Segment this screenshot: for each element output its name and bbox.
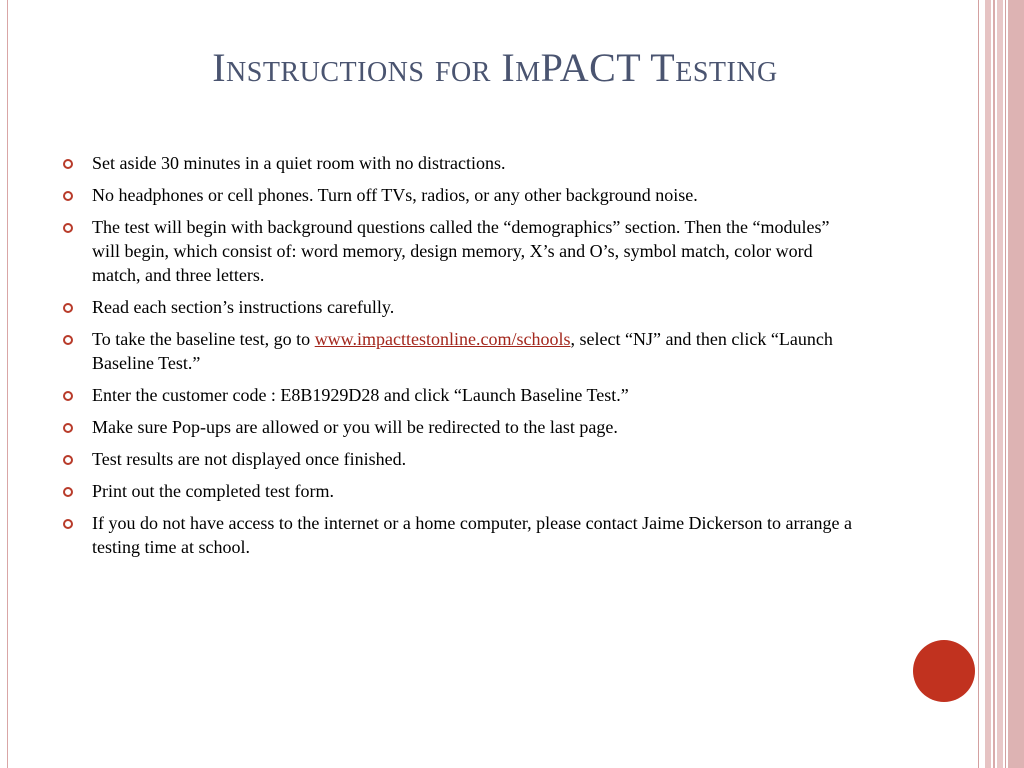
right-stripe xyxy=(978,0,979,768)
bullet-item xyxy=(60,383,860,407)
hollow-circle-bullet-icon xyxy=(63,159,73,169)
bullet-text: Set aside 30 minutes in a quiet room with no distractions. xyxy=(92,153,506,173)
impact-test-online-link[interactable]: www.impacttestonline.com/schools xyxy=(314,329,571,349)
hollow-circle-bullet-icon xyxy=(63,455,73,465)
hollow-circle-bullet-icon xyxy=(63,191,73,201)
red-circle-decoration xyxy=(913,640,975,702)
bullet-item xyxy=(60,151,860,175)
bullet-item xyxy=(60,215,860,287)
bullet-list xyxy=(60,151,860,567)
hollow-circle-bullet-icon xyxy=(63,335,73,345)
bullet-item xyxy=(60,183,860,207)
left-border-rule xyxy=(7,0,8,768)
right-stripe xyxy=(997,0,1003,768)
slide-title: Instructions for ImPACT Testing xyxy=(212,45,778,90)
hollow-circle-bullet-icon xyxy=(63,223,73,233)
bullet-item xyxy=(60,479,860,503)
bullet-item xyxy=(60,327,860,375)
bullet-text-before-link: To take the baseline test, go to xyxy=(92,329,315,349)
right-stripe xyxy=(1008,0,1024,768)
bullet-text: If you do not have access to the internet or a home computer, please contact Jaime Dickerson to arrange a testing time at school. xyxy=(92,513,852,557)
bullet-text: Enter the customer code : E8B1929D28 and click “Launch Baseline Test.” xyxy=(92,385,629,405)
right-stripe xyxy=(993,0,995,768)
bullet-item xyxy=(60,511,860,559)
right-stripe xyxy=(1005,0,1006,768)
bullet-text: Read each section’s instructions carefully. xyxy=(92,297,395,317)
bullet-text-after-link: , select “NJ” and then click “Launch Baseline Test.” xyxy=(92,329,833,373)
bullet-item xyxy=(60,295,860,319)
bullet-item xyxy=(60,415,860,439)
hollow-circle-bullet-icon xyxy=(63,423,73,433)
right-stripe xyxy=(985,0,991,768)
bullet-text: Make sure Pop-ups are allowed or you will be redirected to the last page. xyxy=(92,417,618,437)
hollow-circle-bullet-icon xyxy=(63,391,73,401)
bullet-text: Print out the completed test form. xyxy=(92,481,334,501)
bullet-text: No headphones or cell phones. Turn off TVs, radios, or any other background noise. xyxy=(92,185,698,205)
bullet-item xyxy=(60,447,860,471)
hollow-circle-bullet-icon xyxy=(63,519,73,529)
bullet-text: Test results are not displayed once finished. xyxy=(92,449,407,469)
hollow-circle-bullet-icon xyxy=(63,303,73,313)
bullet-text: The test will begin with background questions called the “demographics” section. Then the “modules” will begin, which consist of: word memory, design memory, X’s and O’s, symbol match, color word match, and three letters. xyxy=(92,217,830,285)
hollow-circle-bullet-icon xyxy=(63,487,73,497)
